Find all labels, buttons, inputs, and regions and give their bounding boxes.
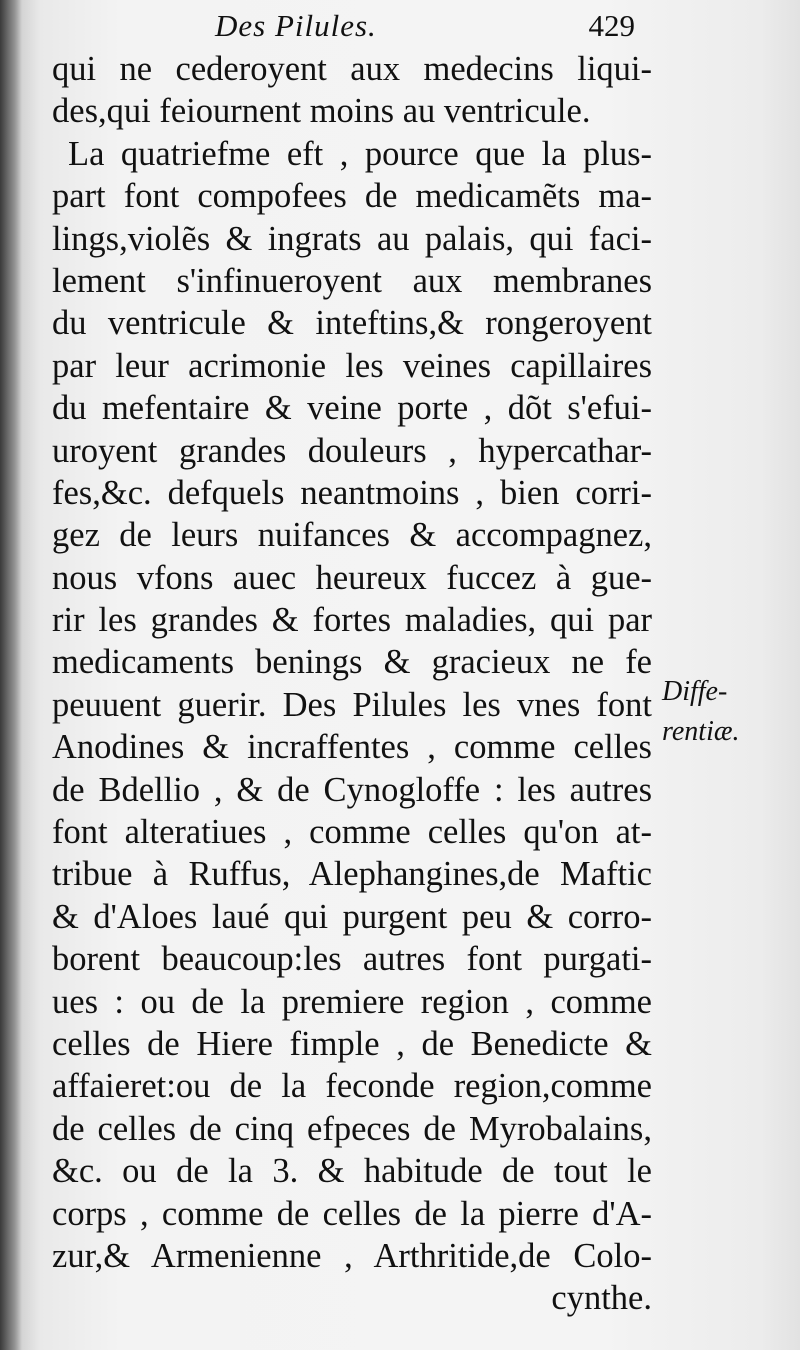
text-line: affaieret:ou de la feconde region,comme <box>52 1067 652 1106</box>
margin-note-line: Diffe- <box>662 676 728 707</box>
text-line: uroyent grandes douleurs , hypercathar- <box>52 431 652 470</box>
text-line: medicaments benings & gracieux ne fe <box>52 643 652 682</box>
text-line: zur,& Armenienne , Arthritide,de Colo- <box>52 1236 652 1275</box>
text-line: ues : ou de la premiere region , comme <box>52 982 652 1021</box>
text-line: &c. ou de la 3. & habitude de tout le <box>52 1152 652 1191</box>
text-line: gez de leurs nuifances & accompagnez, <box>52 516 652 555</box>
body-text <box>52 48 652 1320</box>
text-line: des,qui feiournent moins au ventricule. <box>52 92 591 131</box>
text-line: corps , comme de celles de la pierre d'A- <box>52 1194 652 1233</box>
text-line: fes,&c. defquels neantmoins , bien corri- <box>52 473 652 512</box>
page-number: 429 <box>588 8 635 43</box>
text-line: borent beaucoup:les autres font purgati- <box>52 940 652 979</box>
text-line: qui ne cederoyent aux medecins liqui- <box>52 50 652 88</box>
text-line: La quatriefme eft , pource que la plus- <box>68 134 652 173</box>
margin-note-line: rentiæ. <box>662 716 740 747</box>
text-line: Anodines & incraffentes , comme celles <box>52 728 652 767</box>
text-line: de Bdellio , & de Cynogloffe : les autres <box>52 770 652 809</box>
text-line: & d'Aloes laué qui purgent peu & corro- <box>52 897 652 936</box>
text-line: part font compofees de medicamẽts ma- <box>52 177 652 216</box>
text-line: de celles de cinq efpeces de Myrobalains, <box>52 1109 652 1148</box>
running-title: Des Pilules. <box>215 8 377 43</box>
text-line: cynthe. <box>551 1279 652 1318</box>
page-gutter-shadow <box>0 0 22 1350</box>
text-line: celles de Hiere fimple , de Benedicte & <box>52 1024 652 1063</box>
text-line: lings,violẽs & ingrats au palais, qui faci- <box>52 219 652 258</box>
text-line: du mefentaire & veine porte , dõt s'efui- <box>52 389 652 428</box>
text-line: par leur acrimonie les veines capillaires <box>52 346 652 385</box>
text-line: du ventricule & inteftins,& rongeroyent <box>52 304 652 343</box>
running-head <box>215 8 635 48</box>
margin-note <box>662 672 782 752</box>
text-line: rir les grandes & fortes maladies, qui par <box>52 601 652 640</box>
text-line: tribue à Ruffus, Alephangines,de Maftic <box>52 855 652 894</box>
text-line: peuuent guerir. Des Pilules les vnes font <box>52 685 652 724</box>
text-line: nous vfons auec heureux fuccez à gue- <box>52 558 652 597</box>
text-line: lement s'infinueroyent aux membranes <box>52 261 652 300</box>
text-line: font alteratiues , comme celles qu'on at- <box>52 813 652 852</box>
